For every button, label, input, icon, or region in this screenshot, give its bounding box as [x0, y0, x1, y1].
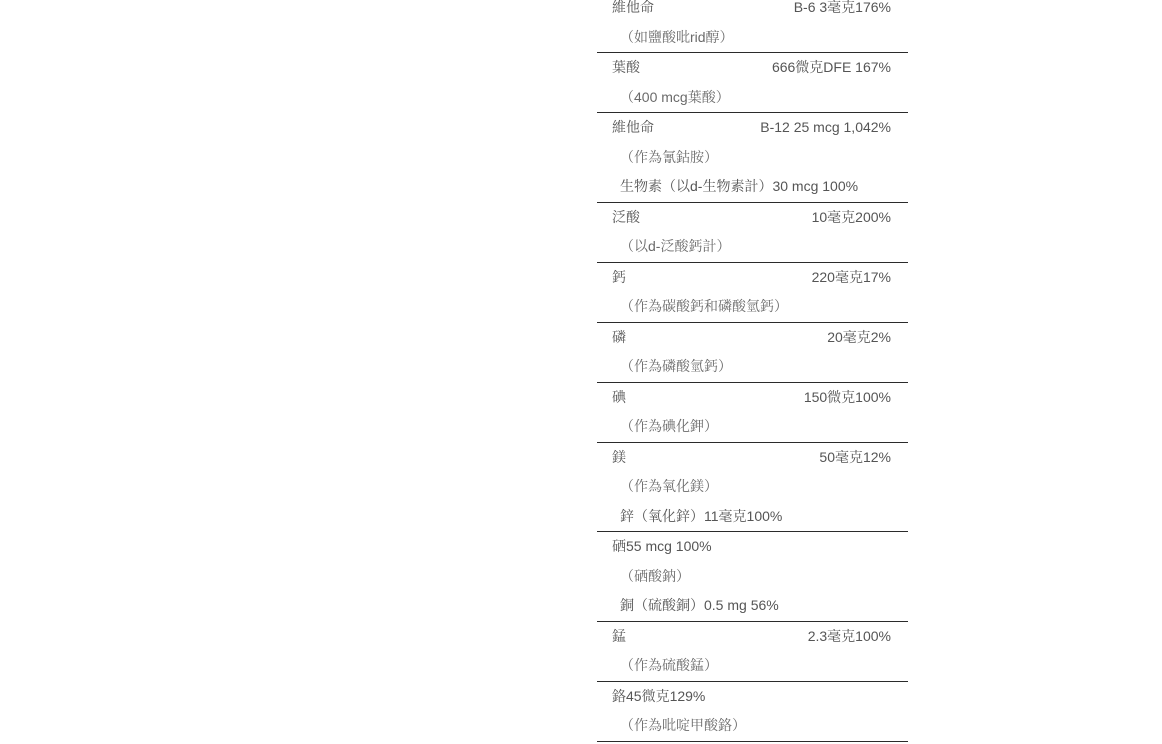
nutrient-source: （作為氧化鎂）: [620, 478, 718, 494]
nutrient-name: 鉻45微克129%: [612, 687, 706, 704]
nutrient-amount: 10毫克200%: [811, 208, 891, 225]
nutrient-row: [597, 532, 908, 622]
nutrient-amount: 2.3毫克100%: [807, 627, 891, 644]
nutrient-row: [597, 383, 908, 443]
nutrient-row: [597, 682, 908, 742]
nutrient-source: （作為碘化鉀）: [620, 418, 718, 434]
nutrient-source: （硒酸鈉）: [620, 567, 690, 584]
nutrient-row: [597, 443, 908, 533]
nutrient-name: 泛酸: [612, 208, 640, 225]
supplement-facts-table: [597, 0, 908, 742]
nutrient-name: 硒55 mcg 100%: [612, 538, 712, 554]
nutrient-amount: 220毫克17%: [811, 268, 891, 285]
nutrient-name: 維他命: [612, 0, 654, 15]
nutrient-source: （作為磷酸氫鈣）: [620, 358, 732, 374]
nutrient-amount: B-6 3毫克176%: [793, 0, 891, 15]
nutrient-source: （如鹽酸吡rid醇）: [620, 28, 734, 45]
nutrient-name: 葉酸: [612, 59, 640, 75]
nutrient-source: （作為硫酸錳）: [620, 657, 718, 673]
nutrient-name: 鎂: [612, 448, 626, 465]
nutrient-name: 維他命: [612, 119, 654, 135]
nutrient-name: 錳: [612, 627, 626, 644]
nutrient-amount: 20毫克2%: [827, 328, 891, 345]
nutrient-source: （作為吡啶甲酸鉻）: [620, 717, 746, 733]
nutrient-name: 磷: [612, 328, 626, 345]
nutrient-row: [597, 0, 908, 53]
nutrient-amount: 50毫克12%: [819, 448, 891, 465]
nutrient-row: [597, 113, 908, 203]
nutrient-row: [597, 203, 908, 263]
nutrient-amount: 150微克100%: [803, 388, 891, 405]
nutrient-source: （作為氰鈷胺）: [620, 148, 718, 165]
nutrient-row: [597, 323, 908, 383]
nutrient-extra-line: 銅（硫酸銅）0.5 mg 56%: [620, 597, 779, 613]
nutrient-row: [597, 53, 908, 113]
nutrient-extra-line: 生物素（以d-生物素計）30 mcg 100%: [620, 178, 859, 194]
nutrient-source: （以d-泛酸鈣計）: [620, 238, 731, 254]
nutrient-extra-line: 鋅（氧化鋅）11毫克100%: [620, 507, 783, 524]
nutrient-source: （作為碳酸鈣和磷酸氫鈣）: [620, 298, 788, 314]
nutrient-name: 鈣: [612, 268, 626, 285]
nutrient-source: （400 mcg葉酸）: [620, 88, 730, 105]
nutrient-amount: 666微克DFE 167%: [771, 59, 891, 75]
nutrient-name: 碘: [612, 388, 626, 405]
nutrient-amount: B-12 25 mcg 1,042%: [760, 119, 891, 135]
nutrient-row: [597, 622, 908, 682]
nutrient-row: [597, 263, 908, 323]
